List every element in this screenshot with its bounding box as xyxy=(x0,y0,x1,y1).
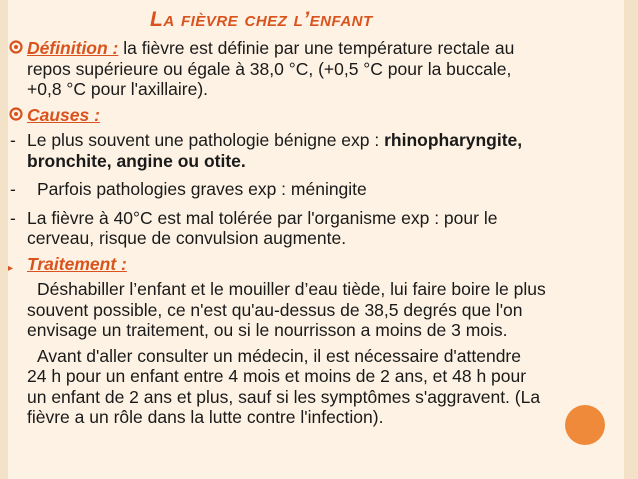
causes-item-3-text-1: La fièvre à 40°C est mal tolérée par l'organisme exp : pour le xyxy=(27,207,498,228)
traitement-p1-text-1: Déshabiller l’enfant et le mouiller d’eau tiède, lui faire boire le plus xyxy=(37,279,546,299)
causes-item-1 xyxy=(0,130,610,171)
slide-title: La fièvre chez l’enfant xyxy=(150,8,373,31)
causes-bullet xyxy=(0,105,610,126)
traitement-heading: Traitement : xyxy=(27,253,127,274)
causes-item-1-bold-2: bronchite, angine ou otite. xyxy=(27,150,246,171)
definition-heading: Définition : xyxy=(27,38,119,58)
dash-marker: - xyxy=(10,179,16,199)
definition-text-2: repos supérieure ou égale à 38,0 °C, (+0,5 °C pour la buccale, xyxy=(27,58,512,79)
dash-marker: - xyxy=(10,207,16,228)
causes-heading: Causes : xyxy=(27,104,100,125)
bullet-icon xyxy=(9,107,23,121)
definition-text-1: la fièvre est définie par une température rectale au xyxy=(118,38,515,58)
causes-item-3-text-2: cerveau, risque de convulsion augmente. xyxy=(27,228,347,248)
traitement-p1-text-2: souvent possible, ce n'est qu'au-dessus de 38,5 degrés que l'on xyxy=(27,299,523,320)
causes-item-1-bold: rhinopharyngite, xyxy=(384,130,523,150)
traitement-paragraph-1 xyxy=(0,279,610,341)
traitement-p2-text-1: Avant d'aller consulter un médecin, il est nécessaire d'attendre xyxy=(37,345,521,366)
definition-bullet xyxy=(0,38,610,100)
traitement-p2-text-3: un enfant de 2 ans et plus, sauf si les symptômes s'aggravent. (La xyxy=(27,386,541,407)
traitement-p2-text-2: 24 h pour un enfant entre 4 mois et moins de 2 ans, et 48 h pour xyxy=(27,366,527,386)
causes-item-3 xyxy=(0,208,610,249)
traitement-paragraph-2 xyxy=(0,346,610,428)
causes-item-1-text: Le plus souvent une pathologie bénigne exp : xyxy=(27,130,385,150)
traitement-bullet xyxy=(0,254,610,275)
causes-item-2 xyxy=(0,179,610,200)
slide-frame-right xyxy=(624,0,638,479)
page-badge xyxy=(565,405,605,445)
traitement-p2-text-4: fièvre a un rôle dans la lutte contre l'infection). xyxy=(27,407,384,427)
dash-marker: - xyxy=(10,130,16,150)
bullet-arrow-icon: ▸ xyxy=(8,262,14,274)
definition-text-3: +0,8 °C pour l'axillaire). xyxy=(27,79,209,99)
traitement-p1-text-3: envisage un traitement, ou si le nourrisson a moins de 3 mois. xyxy=(27,320,508,340)
causes-item-2-text: Parfois pathologies graves exp : méningite xyxy=(37,179,367,199)
slide-body xyxy=(0,38,610,428)
bullet-icon xyxy=(9,40,23,54)
